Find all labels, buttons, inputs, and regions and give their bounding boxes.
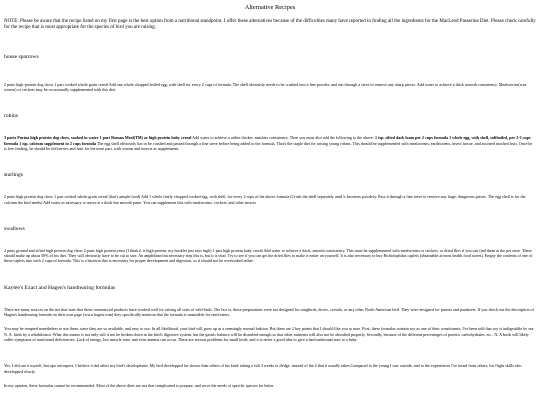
heading-robins: robins: [4, 113, 18, 120]
robins-base-formula: 3 parts Purina high protein dog chow, soaked in water 1 part Roman Meal(TM) or high protein baby cereal: [4, 135, 192, 141]
heading-swallows: swallows: [4, 225, 25, 232]
page-title: Alternative Recipes: [244, 4, 296, 11]
recipe-starlings: 2 parts high protein dog chow 1 part cooked whole grain cereal (that's people food) Add 1 whole finely chopped cooked egg, with shell, for every 2 cups of the above formula (Crush the shell separately until it becomes powdery. Pass it through a fine sieve to remove any large, dangerous pieces. The egg shell is for the calcium the bird needs) Add water as necessary to arrive at a thick but smooth paste. You can supplement this with mealworms, crickets, and other insects: [4, 194, 526, 205]
kaytee-paragraph-4: In my opinion, these formulas cannot be recommended. Most of the above diets are not that complicated to prepare, and serve the needs of specific species far better.: [4, 382, 275, 388]
recipe-house-sparrows: 2 parts high-protein dog chow 1 part cooked whole grain cereal Add one whole chopped boiled egg, with shell for every 2 cups of formula. The shell obviously needs to be crushed into a fine powder, and run through a sieve to remove any sharp pieces. Add water to achieve a thick smooth consistency. Mealworms(wax worms) or crickets may be occasionally supplemented with this diet.: [4, 81, 527, 93]
intro-note: NOTE: Please be aware that the recipe listed on my first page is the best option from a nutritional standpoint. I offer these alternatives because of the difficulties many have reported in finding all the ingredients for the MacLeod Passerine Diet. Please check carefully for the recipe that is most appropriate for the species of bird you are raising.: [4, 19, 536, 31]
recipe-swallows: 2 parts ground and sifted high protein dog chow 2 parts high protein yeast (I think it is high protein. my booklet just says high) 1 part high protein baby cereal Add water to achieve a thick, smooth consistency. This must be supplemented with mealworms or crickets, or dried flies if you can find them at the pet store. These should make up about 50% of his diet. They will obviously have to be cut to size. An amphibian but necessary step this is, but it is vital. Try to see if you can get the dried flies to make it easier on yourself. It is also necessary to buy Richidophilus caplets (obtainable at most health food stores). Empty the contents of one of these caplets into each 2 cups of formula. This is a bacteria that is necessary for proper development and digestion, so it should not be overlooked either.: [4, 247, 533, 264]
kaytee-paragraph-2: You may be tempted nonetheless to use them, since they are so available, and easy to use. In all likelihood, your bird will grow up in a seemingly normal fashion. But there are 2 key points that I should like you to note. First, these formulas contain soy as one of their constituents. I've been told that soy is indigestible by our N. A. birds by a rehabilitator. What this means is not only will it not be broken down in the bird's digestive system, but the gastric balance will be disturbed enough so that other nutrients will also not be absorbed properly. Secondly, because of the different percentages of protein, carbohydrates, etc., N. A birds will likely suffer symptoms of nutritional deficiencies. Lack of energy, low muscle tone, and even anemia can occur. These are serious problems for small birds, and it is never a good idea to give a bad nutritional start to a baby.: [4, 326, 534, 342]
kaytee-paragraph-3: Yes, I did use it myself, but upo retrospect, I believe it did affect my bird's development. My bird developped far slower than others of his kind, taking a full 3 weeks to fledge, instead of the 2 that it usually takes.Compared to the young I saw outside, and to the experiences I've heard from others, his flight skills also developped slowly.: [4, 363, 522, 374]
robins-additions: 1 tsp. sifted dark loam per 2 cups formula 1 whole egg, with shell, softboiled, per 2-3 cups formula 1 tsp. calcium supplement to 2 cups formula: [4, 135, 531, 146]
kaytee-paragraph-1: There are many sources on the net that state that these commercial products have worked well for raising all sorts of wild birds. The fact is, these preparations were not designed for songbirds, doves, corvids, or any other North American bird. They were designed for parrots and parakeets. If you check out the description of Hagen's handrearing formula on their own page (www.hagen.com) they specifically mention that the formula is unsuitable for seed eaters.: [4, 306, 534, 318]
robins-mix-instructions: Add water to achieve a rather thicker, mushier consistency. Then you must also add the following to the above:: [191, 135, 376, 141]
recipe-robins: [4, 135, 536, 151]
heading-starlings: starlings: [4, 172, 23, 179]
heading-kaytee-hagen: Kaytee's Exact and Hagen's handrearing formulas: [4, 284, 116, 291]
robins-notes: The egg shell obviously has to be crushed and passed through a fine sieve before being added to the formula. That's the staple diet for raising young robins. This should be supplemented with mealworms, earthworms, insect larvae, and assorted mashed fruit. Once he is free feeding, he should be fed berries and fruit for the most part, with worms and insects as supplements.: [4, 140, 533, 151]
heading-house-sparrows: house sparrows: [4, 53, 39, 60]
